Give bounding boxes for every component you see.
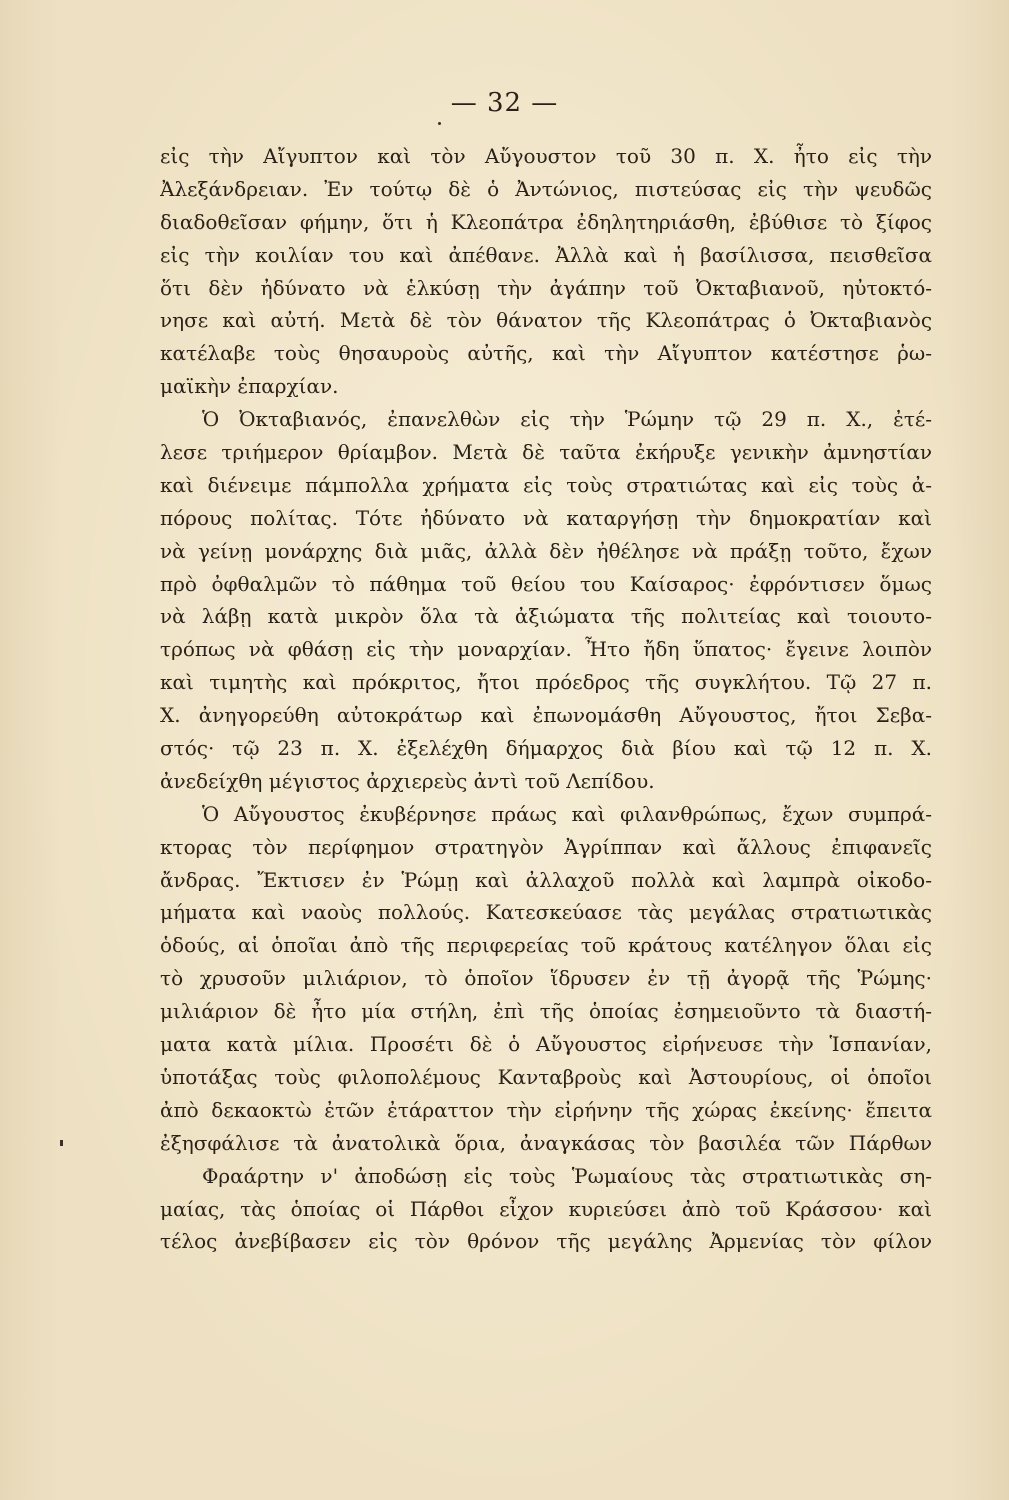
text-line: ἀπὸ δεκαοκτὼ ἐτῶν ἐτάραττον τὴν εἰρήνην τῆς χώρας ἐκείνης· ἔπειτα [160, 1097, 932, 1122]
text-line: ὑποτάξας τοὺς φιλοπολέμους Κανταβροὺς καὶ Ἀστουρίους, οἱ ὁποῖοι [160, 1064, 932, 1089]
text-line: κατέλαβε τοὺς θησαυροὺς αὐτῆς, καὶ τὴν Αἴγυπτον κατέστησε ῥω- [160, 341, 932, 366]
text-line: λεσε τριήμερον θρίαμβον. Μετὰ δὲ ταῦτα ἐκήρυξε γενικὴν ἀμνηστίαν [160, 440, 932, 465]
page-number: — 32 — [450, 88, 559, 118]
body-text [160, 140, 932, 1258]
text-line: Ἀλεξάνδρειαν. Ἐν τούτῳ δὲ ὁ Ἀντώνιος, πιστεύσας εἰς τὴν ψευδῶς [160, 176, 932, 201]
text-line: ἄνδρας. Ἔκτισεν ἐν Ῥώμῃ καὶ ἀλλαχοῦ πολλὰ καὶ λαμπρὰ οἰκοδο- [160, 867, 932, 892]
text-line: τὸ χρυσοῦν μιλιάριον, τὸ ὁποῖον ἵδρυσεν ἐν τῇ ἀγορᾷ τῆς Ῥώμης· [160, 966, 932, 991]
text-line: μαίας, τὰς ὁποίας οἱ Πάρθοι εἶχον κυριεύσει ἀπὸ τοῦ Κράσσου· καὶ [160, 1196, 932, 1221]
text-line: ἀνεδείχθη μέγιστος ἀρχιερεὺς ἀντὶ τοῦ Λεπίδου. [160, 768, 655, 793]
text-line: μαϊκὴν ἐπαρχίαν. [160, 374, 339, 399]
text-line: εἰς τὴν Αἴγυπτον καὶ τὸν Αὔγουστον τοῦ 30 π. Χ. ἦτο εἰς τὴν [160, 144, 932, 168]
text-line: Φραάρτην ν' ἀποδώσῃ εἰς τοὺς Ῥωμαίους τὰς στρατιωτικὰς ση- [202, 1163, 932, 1188]
text-line: Χ. ἀνηγορεύθη αὐτοκράτωρ καὶ ἐπωνομάσθη Αὔγουστος, ἤτοι Σεβα- [160, 703, 932, 728]
text-line: εἰς τὴν κοιλίαν του καὶ ἀπέθανε. Ἀλλὰ καὶ ἡ βασίλισσα, πεισθεῖσα [160, 242, 932, 267]
text-line: ματα κατὰ μίλια. Προσέτι δὲ ὁ Αὔγουστος εἰρήνευσε τὴν Ἱσπανίαν, [160, 1032, 932, 1057]
text-line: μιλιάριον δὲ ἦτο μία στήλη, ἐπὶ τῆς ὁποίας ἐσημειοῦντο τὰ διαστή- [160, 999, 932, 1024]
text-line: Ὁ Αὔγουστος ἐκυβέρνησε πράως καὶ φιλανθρώπως, ἔχων συμπρά- [202, 801, 932, 826]
ink-dot [438, 122, 441, 125]
text-line: νὰ γείνῃ μονάρχης διὰ μιᾶς, ἀλλὰ δὲν ἠθέλησε νὰ πράξῃ τοῦτο, ἔχων [160, 538, 932, 563]
text-line: πρὸ ὀφθαλμῶν τὸ πάθημα τοῦ θείου του Καίσαρος· ἐφρόντισεν ὅμως [160, 571, 932, 596]
text-line: τρόπως νὰ φθάσῃ εἰς τὴν μοναρχίαν. Ἦτο ἤδη ὕπατος· ἔγεινε λοιπὸν [160, 637, 932, 662]
text-line: ὁδούς, αἱ ὁποῖαι ἀπὸ τῆς περιφερείας τοῦ κράτους κατέληγον ὅλαι εἰς [160, 933, 932, 958]
text-line: ἐξησφάλισε τὰ ἀνατολικὰ ὅρια, ἀναγκάσας τὸν βασιλέα τῶν Πάρθων [160, 1130, 932, 1155]
text-line: στός· τῷ 23 π. Χ. ἐξελέχθη δήμαρχος διὰ βίου καὶ τῷ 12 π. Χ. [160, 736, 932, 761]
text-line: μήματα καὶ ναοὺς πολλούς. Κατεσκεύασε τὰς μεγάλας στρατιωτικὰς [160, 900, 932, 925]
margin-ink-mark [60, 1140, 63, 1146]
text-line: πόρους πολίτας. Τότε ἠδύνατο νὰ καταργήσῃ τὴν δημοκρατίαν καὶ [160, 505, 932, 530]
text-line: Ὁ Ὀκταβιανός, ἐπανελθὼν εἰς τὴν Ῥώμην τῷ 29 π. Χ., ἐτέ- [202, 407, 932, 432]
text-line: καὶ τιμητὴς καὶ πρόκριτος, ἤτοι πρόεδρος τῆς συγκλήτου. Τῷ 27 π. [160, 670, 932, 695]
text-line: διαδοθεῖσαν φήμην, ὅτι ἡ Κλεοπάτρα ἐδηλητηριάσθη, ἐβύθισε τὸ ξίφος [160, 209, 932, 234]
text-line: κτορας τὸν περίφημον στρατηγὸν Ἀγρίππαν καὶ ἄλλους ἐπιφανεῖς [160, 834, 932, 859]
text-line: τέλος ἀνεβίβασεν εἰς τὸν θρόνον τῆς μεγάλης Ἀρμενίας τὸν φίλον [160, 1229, 932, 1254]
text-line: νὰ λάβῃ κατὰ μικρὸν ὅλα τὰ ἀξιώματα τῆς πολιτείας καὶ τοιουτο- [160, 604, 932, 629]
text-line: νησε καὶ αὐτή. Μετὰ δὲ τὸν θάνατον τῆς Κλεοπάτρας ὁ Ὀκταβιανὸς [160, 308, 932, 333]
text-line: καὶ διένειμε πάμπολλα χρήματα εἰς τοὺς στρατιώτας καὶ εἰς τοὺς ἀ- [160, 472, 932, 497]
text-line: ὅτι δὲν ἠδύνατο νὰ ἑλκύσῃ τὴν ἀγάπην τοῦ Ὀκταβιανοῦ, ηὐτοκτό- [160, 275, 932, 300]
